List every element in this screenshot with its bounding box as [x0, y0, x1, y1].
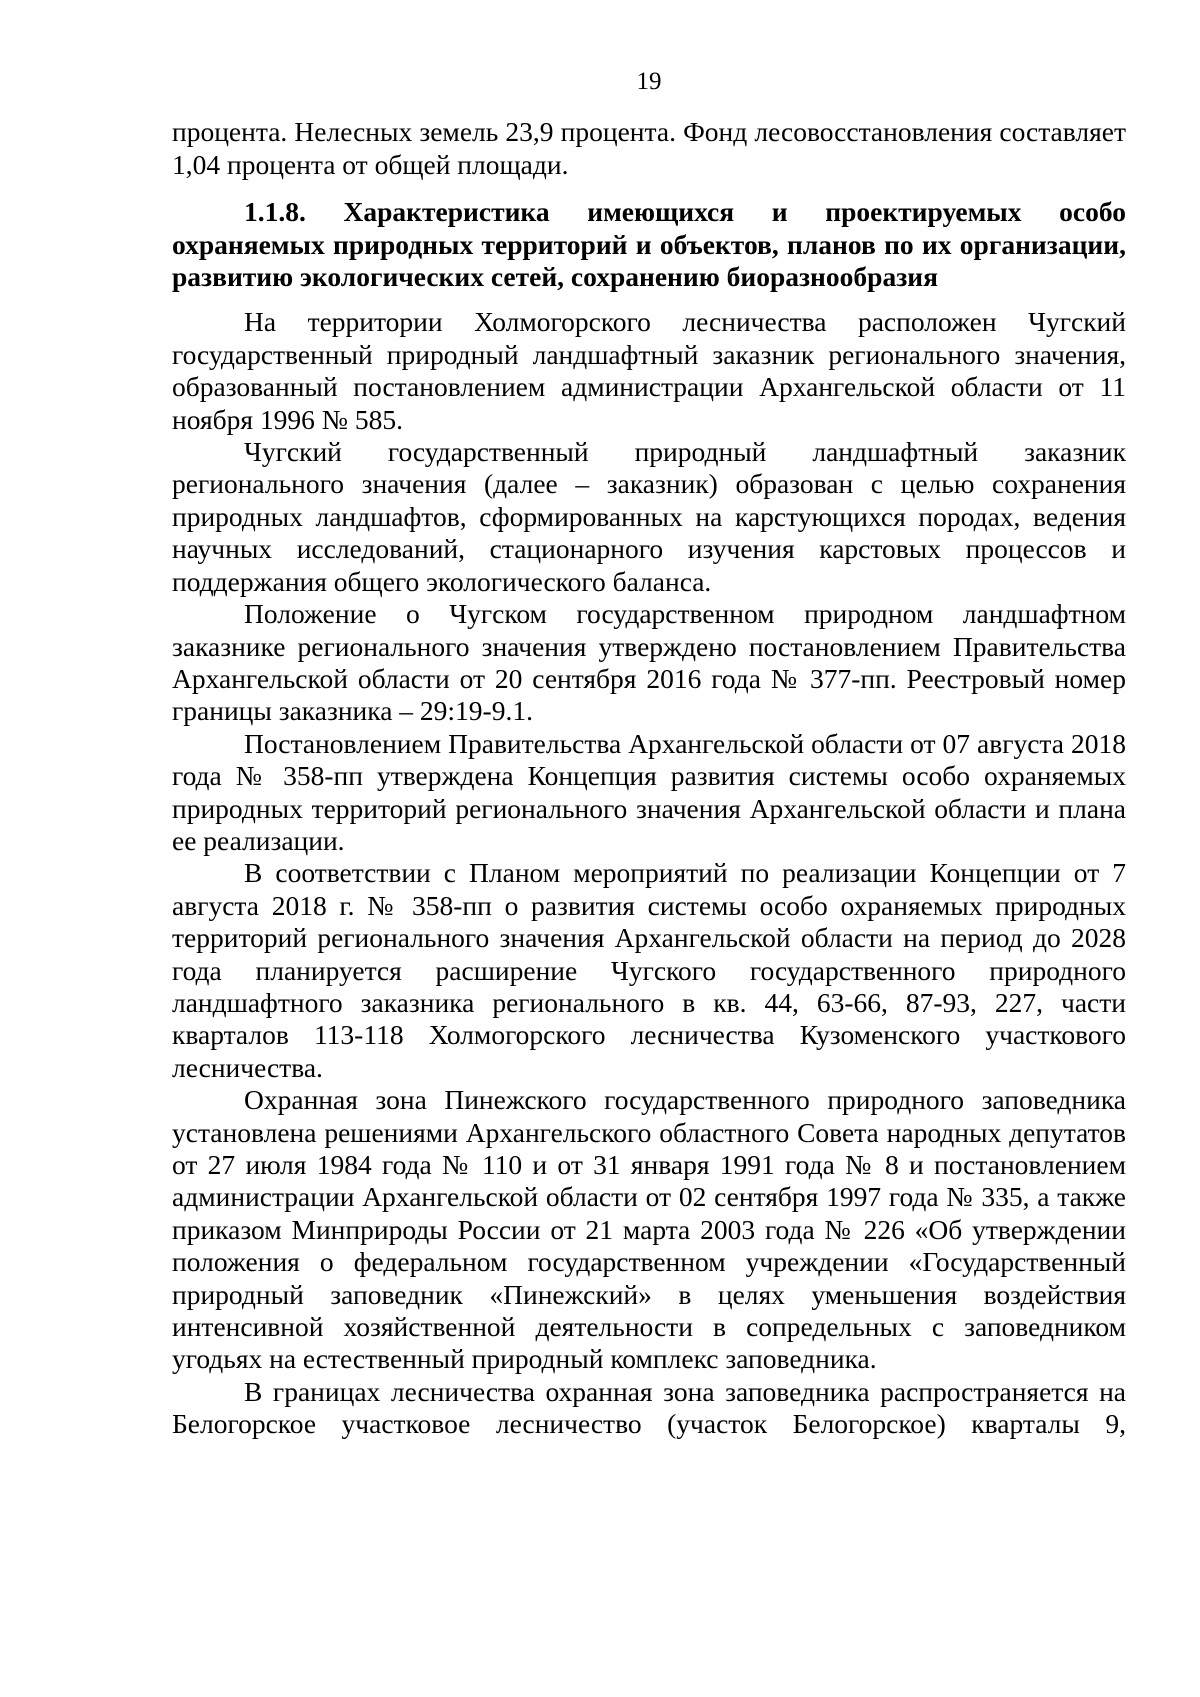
page-number: 19	[636, 68, 662, 95]
body-paragraph: На территории Холмогорского лесничества расположен Чугский государственный природный ландшафтный заказник регионального значения, образованный постановлением администрации Архангельской области от 11 ноября 1996 № 585.	[172, 306, 1126, 435]
body-paragraph: Положение о Чугском государственном природном ландшафтном заказнике регионального значения утверждено постановлением Правительства Архангельской области от 20 сентября 2016 года № 377-пп. Реестровый номер границы заказника – 29:19-9.1.	[172, 598, 1126, 727]
body-paragraph: В границах лесничества охранная зона заповедника распространяется на Белогорское участковое лесничество (участок Белогорское) кварталы 9,	[172, 1375, 1126, 1440]
document-page	[172, 66, 1126, 1441]
section-heading: 1.1.8. Характеристика имеющихся и проектируемых особо охраняемых природных территорий и объектов, планов по их организации, развитию экологических сетей, сохранению биоразнообразия	[172, 196, 1126, 293]
body-paragraph: В соответствии с Планом мероприятий по реализации Концепции от 7 августа 2018 г. № 358-пп о развития системы особо охраняемых природных территорий регионального значения Архангельской области на период до 2028 года планируется расширение Чугского государственного природного ландшафтного заказника регионального в кв. 44, 63-66, 87-93, 227, части кварталов 113-118 Холмогорского лесничества Кузоменского участкового лесничества.	[172, 857, 1126, 1083]
body-paragraph: Охранная зона Пинежского государственного природного заповедника установлена решениями Архангельского областного Совета народных депутатов от 27 июля 1984 года № 110 и от 31 января 1991 года № 8 и постановлением администрации Архангельской области от 02 сентября 1997 года № 335, а также приказом Минприроды России от 21 марта 2003 года № 226 «Об утверждении положения о федеральном государственном учреждении «Государственный природный заповедник «Пинежский» в целях уменьшения воздействия интенсивной хозяйственной деятельности в сопредельных с заповедником угодьях на естественный природный комплекс заповедника.	[172, 1084, 1126, 1375]
intro-paragraph: процента. Нелесных земель 23,9 процента. Фонд лесовосстановления составляет 1,04 процента от общей площади.	[172, 116, 1126, 180]
body-paragraph: Постановлением Правительства Архангельской области от 07 августа 2018 года № 358-пп утверждена Концепция развития системы особо охраняемых природных территорий регионального значения Архангельской области и плана ее реализации.	[172, 727, 1126, 856]
body-paragraph: Чугский государственный природный ландшафтный заказник регионального значения (далее – заказник) образован с целью сохранения природных ландшафтов, сформированных на карстующихся породах, ведения научных исследований, стационарного изучения карстовых процессов и поддержания общего экологического баланса.	[172, 436, 1126, 597]
